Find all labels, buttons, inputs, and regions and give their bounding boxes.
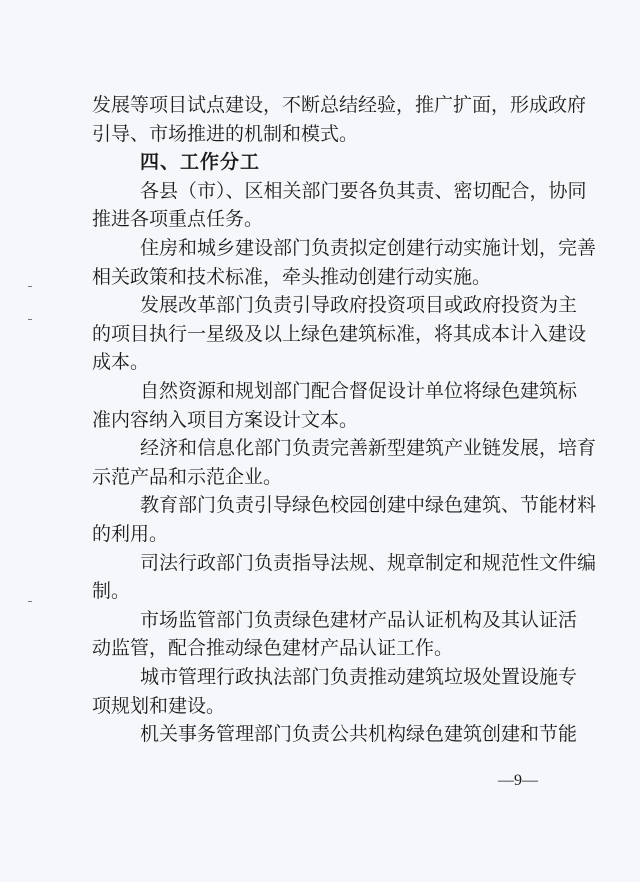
- text-line: 准内容纳入项目方案设计文本。: [92, 408, 359, 431]
- scan-mark: [28, 601, 32, 602]
- text-line: 引导、市场推进的机制和模式。: [92, 122, 359, 145]
- text-line: 制。: [92, 580, 131, 603]
- text-line: 相关政策和技术标准，牵头推动创建行动实施。: [92, 265, 492, 288]
- text-line: 经济和信息化部门负责完善新型建筑产业链发展，培育: [140, 437, 597, 460]
- section-heading: 四、工作分工: [140, 151, 261, 174]
- scan-mark: [28, 319, 32, 320]
- text-line: 市场监管部门负责绿色建材产品认证机构及其认证活: [140, 608, 578, 631]
- text-line: 住房和城乡建设部门负责拟定创建行动实施计划，完善: [140, 237, 597, 259]
- text-line: 各县（市）、区相关部门要各负其责、密切配合，协同: [140, 179, 587, 202]
- text-line: 的项目执行一星级及以上绿色建筑标准，将其成本计入建设: [92, 322, 587, 345]
- text-line: 成本。: [92, 351, 150, 374]
- text-line: 司法行政部门负责指导法规、规章制定和规范性文件编: [140, 551, 597, 574]
- text-line: 发展改革部门负责引导政府投资项目或政府投资为主: [140, 294, 578, 317]
- text-line: 发展等项目试点建设，不断总结经验，推广扩面，形成政府: [92, 94, 587, 116]
- text-line: 项规划和建设。: [92, 694, 226, 717]
- scan-mark: [28, 286, 32, 287]
- text-line: 自然资源和规划部门配合督促设计单位将绿色建筑标: [140, 380, 578, 402]
- text-line: 的利用。: [92, 523, 169, 545]
- text-line: 机关事务管理部门负责公共机构绿色建筑创建和节能: [140, 723, 578, 746]
- text-line: 教育部门负责引导绿色校园创建中绿色建筑、节能材料: [140, 494, 597, 517]
- text-line: 城市管理行政执法部门负责推动建筑垃圾处置设施专: [140, 666, 578, 688]
- text-line: 示范产品和示范企业。: [92, 465, 283, 488]
- page-number: —9—: [498, 772, 538, 789]
- text-line: 推进各项重点任务。: [92, 208, 264, 231]
- text-line: 动监管，配合推动绿色建材产品认证工作。: [92, 637, 454, 660]
